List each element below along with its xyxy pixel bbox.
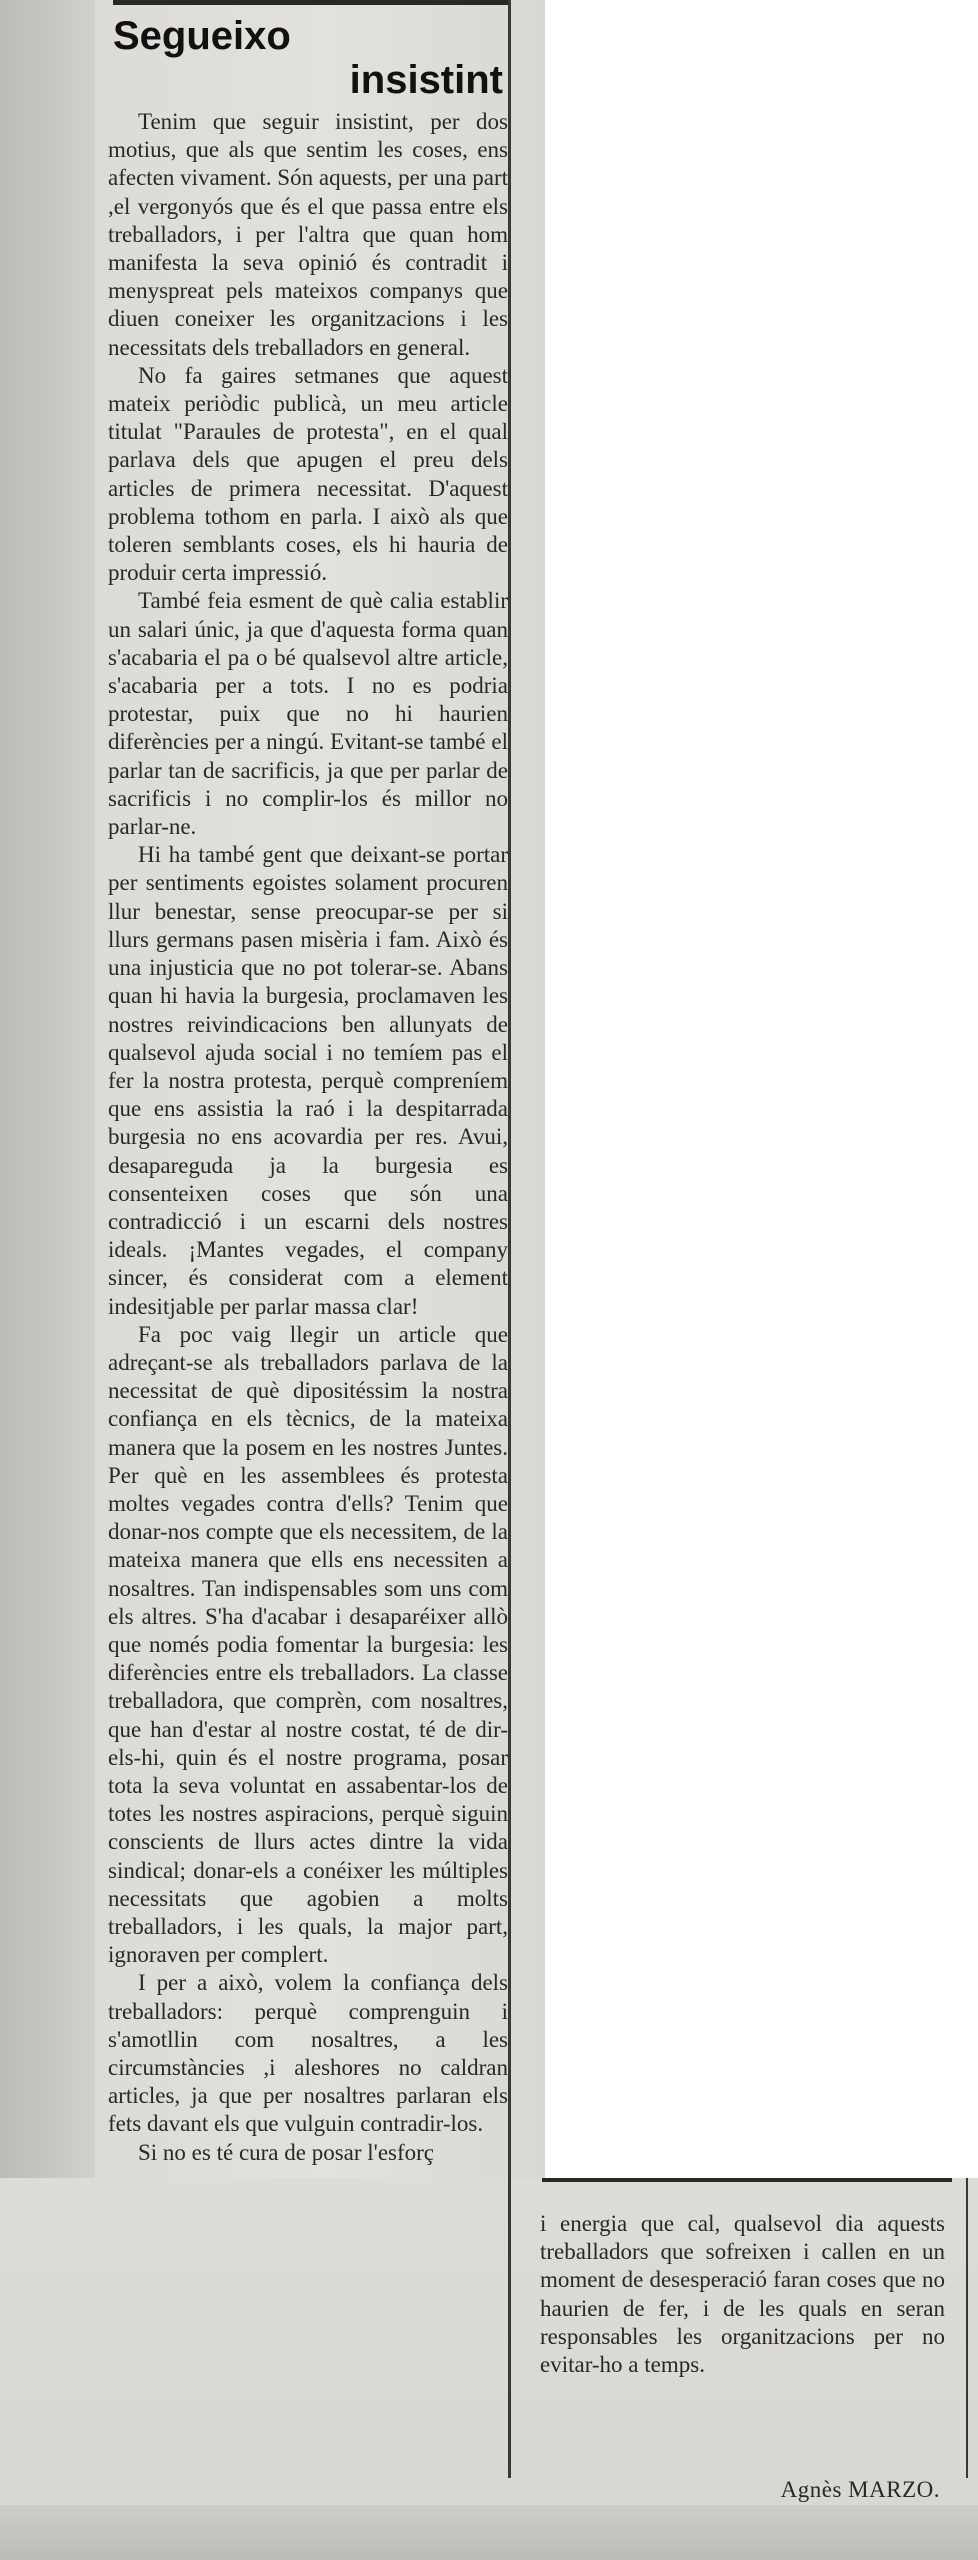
- paragraph: Fa poc vaig llegir un article que adreçant-se als treballadors parlava de la necessitat de què dipositéssim la nostra confiança en els tècnics, de la mateixa manera que la posem en les nostres Juntes. Per què en les assemblees és protesta moltes vegades contra d'ells? Tenim que donar-nos compte que els necessitem, de la mateixa manera que ells ens necessiten a nosaltres. Tan indispensables som uns com els altres. S'ha d'acabar i desaparéixer allò que només podia fomentar la burgesia: les diferències entre els treballadors. La classe treballadora, que comprèn, com nosaltres, que han d'estar al nostre costat, té de dir-els-hi, quin és el nostre programa, posar tota la seva voluntat en assabentar-los de totes les nostres aspiracions, perquè siguin conscients de llurs actes dintre la vida sindical; donar-els a conéixer les múltiples necessitats que agobien a molts treballadors, i les quals, la major part, ignoraven per complert.: [108, 1321, 508, 1968]
- column-divider: [508, 0, 511, 2478]
- article-body-left: [108, 108, 508, 2167]
- continuation-rule: [542, 2178, 952, 2182]
- continuation-paragraph: i energia que cal, qualsevol dia aquests treballadors que sofreixen i callen en un moment de desesperació faran coses que no haurien de fer, i de les quals en seran responsables les organitzacions per no evitar-ho a temps.: [540, 2211, 945, 2378]
- paragraph: Tenim que seguir insistint, per dos motius, que als que sentim les coses, ens afecten vivament. Són aquests, per una part ,el vergonyós que és el que passa entre els treballadors, i per l'altra que quan hom manifesta la seva opinió és contradit i menyspreat pels mateixos companys que diuen coneixer les organitzacions i les necessitats dels treballadors en general.: [108, 109, 508, 360]
- paragraph: Hi ha també gent que deixant-se portar per sentiments egoistes solament procuren llur benestar, sense preocupar-se per si llurs germans pasen misèria i fam. Això és una injusticia que no pot tolerar-se. Abans quan hi havia la burgesia, proclamaven les nostres reivindicacions ben allunyats de qualsevol ajuda social i no temíem pas el fer la nostra protesta, perquè compreníem que ens assistia la raó i la despitarrada burgesia no ens acovardia per res. Avui, desapareguda ja la burgesia es consenteixen coses que són una contradicció i un escarni dels nostres ideals. ¡Mantes vegades, el company sincer, és considerat com a element indesitjable per parlar massa clar!: [108, 842, 508, 1319]
- title-line-1: Segueixo: [113, 14, 291, 58]
- newsprint-bottom-edge: [0, 2505, 978, 2560]
- newsprint-left-margin: [0, 0, 95, 2560]
- article-title: [113, 14, 503, 102]
- title-line-2: insistint: [349, 58, 503, 102]
- paragraph: També feia esment de què calia establir un salari únic, ja que d'aquesta forma quan s'acabaria el pa o bé qualsevol altre article, s'acabaria per a tots. I no es podria protestar, puix que no hi haurien diferències per a ningú. Evitant-se també el parlar tan de sacrificis, ja que per parlar de sacrificis i no complir-los és millor no parlar-ne.: [108, 588, 508, 840]
- paragraph: I per a això, volem la confiança dels treballadors: perquè comprenguin i s'amotllin com nosaltres, a les circumstàncies ,i aleshores no caldran articles, ja que per nosaltres parlaran els fets davant els que vulguin contradir-los.: [108, 1970, 508, 2137]
- paragraph: No fa gaires setmanes que aquest mateix periòdic publicà, un meu article titulat "Paraules de protesta", en el qual parlava dels que apugen el preu dels articles de primera necessitat. D'aquest problema tothom en parla. I això als que toleren semblants coses, els hi hauria de produir certa impressió.: [108, 362, 508, 586]
- top-rule: [113, 0, 508, 5]
- article-body-right: [540, 2210, 945, 2379]
- continuation-divider: [966, 2178, 968, 2478]
- author-signature: Agnès MARZO.: [780, 2477, 940, 2502]
- paragraph: Si no es té cura de posar l'esforç: [138, 2139, 435, 2165]
